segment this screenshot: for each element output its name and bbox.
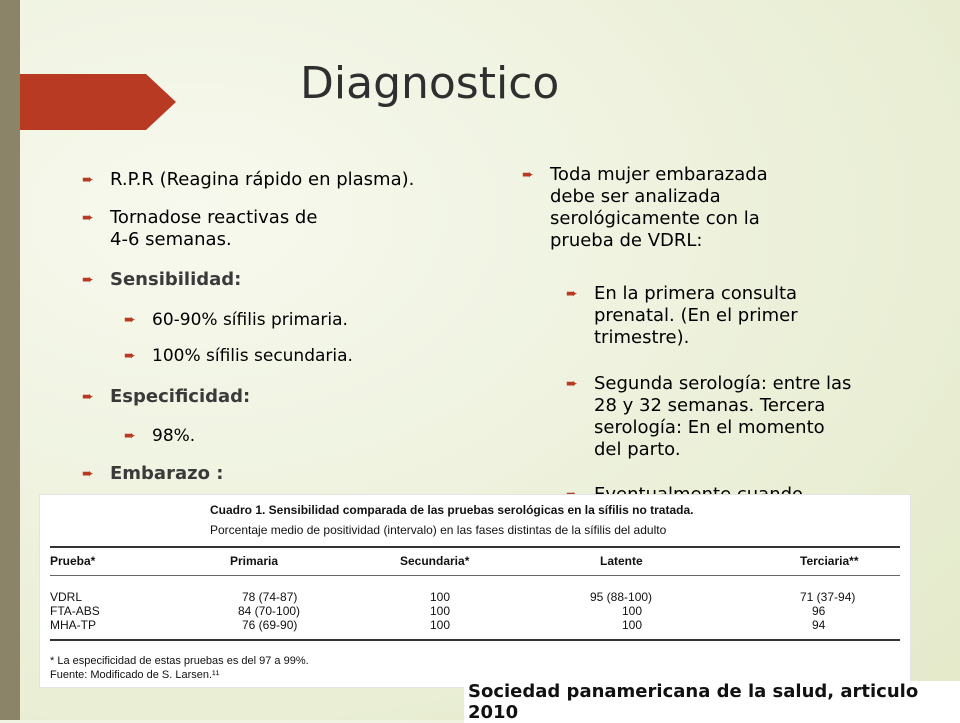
sensitivity-table <box>40 495 910 687</box>
source-footer: Sociedad panamericana de la salud, articulo 2010 <box>464 681 960 723</box>
bullet-segunda-serologia <box>566 373 854 461</box>
table-caption-line1: Cuadro 1. Sensibilidad comparada de las pruebas serológicas en la sífilis no tratada. <box>210 503 694 517</box>
table-cell: MHA-TP <box>50 618 96 632</box>
bullet-text: Toda mujer embarazada debe ser analizada serológicamente con la prueba de VDRL: <box>550 164 768 251</box>
arrow-right-icon: ➨ <box>82 466 94 482</box>
bullet-primera-consulta <box>566 283 864 349</box>
bullet-text: Especificidad: <box>110 386 251 407</box>
arrow-right-icon: ➨ <box>124 348 136 364</box>
table-cell: 71 (37-94) <box>800 590 856 604</box>
table-cell: 95 (88-100) <box>590 590 653 604</box>
bullet-sensibilidad-secundaria <box>124 345 353 367</box>
bullet-text: Embarazo : <box>110 463 224 484</box>
slide-title: Diagnostico <box>300 58 560 109</box>
table-cell: 100 <box>430 618 451 632</box>
arrow-right-icon: ➨ <box>82 272 94 288</box>
bullet-text: 98%. <box>152 426 196 446</box>
bullet-text: Sensibilidad: <box>110 269 242 290</box>
table-cell: 100 <box>622 604 643 618</box>
table-cell: 94 <box>812 618 826 632</box>
arrow-right-icon: ➨ <box>566 376 578 392</box>
arrow-right-icon: ➨ <box>82 172 94 188</box>
table-row <box>50 604 900 618</box>
table-header-prueba: Prueba* <box>50 554 96 568</box>
bullet-especificidad-valor <box>124 425 196 447</box>
table-header-rule <box>50 575 900 576</box>
bullet-sensibilidad-primaria <box>124 309 348 331</box>
table-cell: 100 <box>430 590 451 604</box>
left-decorative-bar <box>0 0 20 720</box>
table-cell: 100 <box>622 618 643 632</box>
arrow-right-icon: ➨ <box>124 312 136 328</box>
table-caption-line2: Porcentaje medio de positividad (intervalo) en las fases distintas de la sífilis del adulto <box>210 523 667 537</box>
table-cell: 76 (69-90) <box>242 618 298 632</box>
bullet-embarazada-vdrl <box>522 164 800 252</box>
table-header-primaria: Primaria <box>230 554 279 568</box>
bullet-text: En la primera consulta prenatal. (En el primer trimestre). <box>594 283 798 348</box>
table-header-latente: Latente <box>600 554 643 568</box>
table-cell: 96 <box>812 604 826 618</box>
bullet-rpr <box>82 169 470 191</box>
bullet-text: 100% sífilis secundaria. <box>152 346 353 366</box>
bullet-text: 60-90% sífilis primaria. <box>152 310 348 330</box>
table-cell: 84 (70-100) <box>238 604 301 618</box>
table-header-secundaria: Secundaria* <box>400 554 470 568</box>
bullet-sensibilidad <box>82 269 242 291</box>
bullet-text: R.P.R (Reagina rápido en plasma). <box>110 169 415 190</box>
arrow-right-icon: ➨ <box>82 210 94 226</box>
bullet-embarazo <box>82 463 224 485</box>
table-bottom-rule <box>50 639 900 641</box>
title-accent-arrow <box>20 74 146 130</box>
table-cell: 100 <box>430 604 451 618</box>
table-note-especificidad: * La especificidad de estas pruebas es del 97 a 99%. <box>50 655 309 667</box>
table-top-rule <box>50 546 900 548</box>
bullet-especificidad <box>82 386 251 408</box>
arrow-right-icon: ➨ <box>566 286 578 302</box>
table-header-terciaria: Terciaria** <box>800 554 859 568</box>
table-cell: 78 (74-87) <box>242 590 298 604</box>
table-row <box>50 590 900 604</box>
arrow-right-icon: ➨ <box>522 167 534 183</box>
bullet-text: Segunda serología: entre las 28 y 32 semanas. Tercera serología: En el momento del parto. <box>594 373 852 460</box>
arrow-right-icon: ➨ <box>82 389 94 405</box>
table-cell: FTA-ABS <box>50 604 100 618</box>
bullet-text: Tornadose reactivas de 4-6 semanas. <box>110 207 318 250</box>
bullet-tornadose <box>82 207 340 251</box>
table-note-fuente: Fuente: Modificado de S. Larsen.¹¹ <box>50 669 220 681</box>
table-row <box>50 618 900 632</box>
table-cell: VDRL <box>50 590 83 604</box>
arrow-right-icon: ➨ <box>124 428 136 444</box>
